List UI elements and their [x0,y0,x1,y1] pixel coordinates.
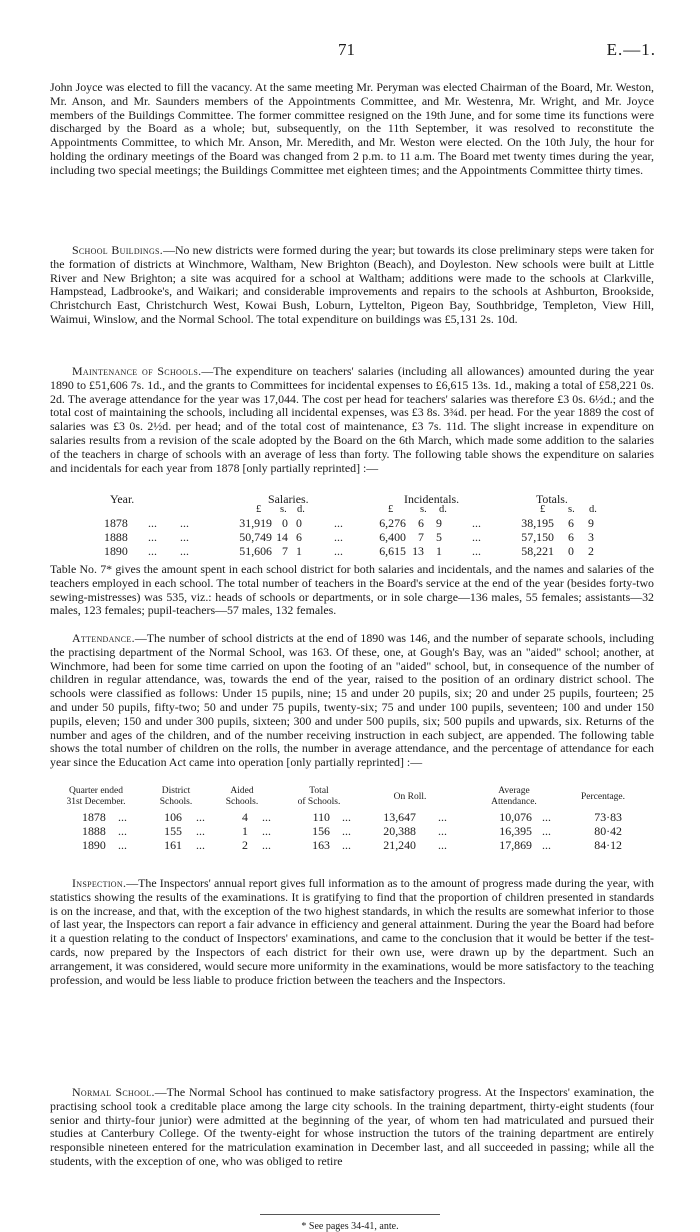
table-cell-salary-pounds: 31,919 [239,516,272,530]
table-cell-salary-pence: 1 [296,544,302,558]
col-header-total: of Schools. [297,797,341,807]
table-cell-year: 1890 [82,838,106,852]
leader-dots: ... [118,824,127,838]
col-header-average: Attendance. [491,797,537,807]
leader-dots: ... [180,544,189,558]
table-cell-incidental-pence: 1 [436,544,442,558]
table-cell-average: 17,869 [499,838,532,852]
heading-maintenance: Maintenance of Schools. [72,364,202,378]
table-cell-total: 110 [312,810,330,824]
text-attendance: —The number of school districts at the end of 1890 was 146, and the number of separate schools, including the practising department of the Normal School, was 163. Of these, one, at Gough's Bay, was an "aided" school; another, at Winchmore, had been for some time carried on upon the footing of an "aided" school, but, in consequence of the number of children in regular attendance, was, towards the end of the year, raised to the position of an ordinary district school. The schools were classified as follows: Under 15 pupils, nine; 15 and under 20 pupils, six; 20 and under 25 pupils, fourteen; 25 and under 50 pupils, fifty-two; 50 and under 75 pupils, twenty-six; 75 and under 100 pupils, seventeen; 100 and under 150 pupils, eleven; 150 and under 300 pupils, sixteen; 300 and under 500 pupils, six; 500 pupils and upwards, six. Returns of the number and ages of the children, and of the number receiving instruction in each subject, are appended. The following table shows the total number of children on the rolls, the number in average attendance, and the percentage of attendance for each year since the Education Act came into operation [only partially reprinted] :— [50,631,654,770]
heading-inspection: Inspection. [72,876,127,890]
unit-pound: £ [256,504,262,515]
leader-dots: ... [196,810,205,824]
leader-dots: ... [472,544,481,558]
leader-dots: ... [342,824,351,838]
table-cell-percentage: 84·12 [594,838,622,852]
col-header-district: District [161,786,191,796]
leader-dots: ... [196,838,205,852]
leader-dots: ... [262,838,271,852]
unit-s: s. [568,504,575,515]
table-cell-total-pence: 3 [588,530,594,544]
leader-dots: ... [438,810,447,824]
leader-dots: ... [342,838,351,852]
table-cell-year: 1890 [104,544,128,558]
heading-school-buildings: School Buildings. [72,243,164,257]
table-cell-salary-pounds: 51,606 [239,544,272,558]
attendance-table [0,786,700,861]
unit-d: d. [439,504,447,515]
col-header-total: Total [309,786,329,796]
table-cell-total-pounds: 58,221 [521,544,554,558]
paragraph-table-no-7: Table No. 7* gives the amount spent in each school district for both salaries and incidentals, and the names and salaries of the teachers employed in each school. The total number of teachers in the Board's service at the end of the year (besides forty-two sewing-mistresses) was 535, viz.: heads of schools or departments, or in sole charge—136 males, 55 females; assistants—32 males, 123 females; pupil-teachers—57 males, 132 females. [50,562,654,618]
table-cell-total-shillings: 6 [568,516,574,530]
text-inspection: —The Inspectors' annual report gives full information as to the amount of progress made during the year, with statistics showing the results of the examinations. It is gratifying to find that the proportion of children presented in standards is on the increase, and that, with the exception of the two highest standards, in which the results are somewhat inferior to those of last year, the Inspectors can report a fair advance in efficiency and general attainment. During the year the Board had before it a question relating to the conduct of Inspectors' examinations, and came to the conclusion that it would be better if the test-cards, now prepared by the Inspectors of each district for their own use, were drawn up by the department. Such an arrangement, it was considered, would secure more uniformity in the examinations, would be more satisfactory to the teaching profession, and would be less liable to produce friction between the teachers and the Inspectors. [50,876,654,987]
table-cell-year: 1878 [104,516,128,530]
table-cell-percentage: 80·42 [594,824,622,838]
table-cell-percentage: 73·83 [594,810,622,824]
page-header [0,40,700,64]
table-cell-total-shillings: 0 [568,544,574,558]
paragraph-normal-school [50,1086,654,1169]
paragraph-school-buildings [50,244,654,327]
table-cell-incidental-shillings: 6 [418,516,424,530]
col-header-district: Schools. [159,797,193,807]
footnote: * See pages 34-41, ante. [301,1221,399,1232]
table-cell-district: 155 [164,824,182,838]
paragraph-intro: John Joyce was elected to fill the vacancy. At the same meeting Mr. Peryman was elected Chairman of the Board, Mr. Weston, Mr. Anson, and Mr. Saunders members of the Appointments Committee, and Mr. Westenra, Mr. Wright, and Mr. Joyce members of the Buildings Committee. The former committee resigned on the 19th June, and for some time its functions were discharged by the Board as a whole; but, subsequently, on the 11th September, it was resolved to reconstitute the Appointments Committee, to which Mr. Anson, Mr. Meredith, and Mr. Weston were elected. On the 10th July, the hour for holding the ordinary meetings of the Board was changed from 2 p.m. to 11 a.m. The Board met twenty times during the year, including two special meetings; the Buildings Committee met eighteen times; and the Appointments Committee thirty times. [50,80,654,177]
unit-d: d. [589,504,597,515]
text-school-buildings: —No new districts were formed during the year; but towards its close preliminary steps were taken for the formation of districts at Winchmore, Waltham, New Brighton (Beach), and Doyleston. New schools were built at Little River and New Brighton; a site was acquired for a school at Waltham; additions were made to the schools at Clarkville, Hampstead, Ladbrooke's, and Waikari; and considerable improvements and repairs to the schools at Ashburton, Brookside, Christchurch East, Christchurch West, Kowai Bush, Loburn, Lyttelton, Pigeon Bay, Southbridge, Templeton, View Hill, Waimui, Winslow, and the Normal School. The total expenditure on buildings was £5,131 2s. 10d. [50,243,654,326]
table-cell-incidental-pence: 9 [436,516,442,530]
table-cell-aided: 4 [242,810,248,824]
leader-dots: ... [262,810,271,824]
leader-dots: ... [148,544,157,558]
table-cell-roll: 20,388 [383,824,416,838]
leader-dots: ... [118,810,127,824]
leader-dots: ... [148,530,157,544]
table-cell-average: 10,076 [499,810,532,824]
table-cell-year: 1888 [82,824,106,838]
leader-dots: ... [148,516,157,530]
col-header-year: Year. [110,492,135,506]
table-cell-year: 1888 [104,530,128,544]
paragraph-inspection [50,877,654,987]
col-header-aided: Schools. [225,797,259,807]
col-header-aided: Aided [230,786,254,796]
section-code: E.—1. [606,40,656,59]
paragraph-attendance [50,632,654,770]
heading-normal-school: Normal School. [72,1085,155,1099]
table-cell-district: 161 [164,838,182,852]
table-cell-salary-pence: 6 [296,530,302,544]
col-header-incidentals: Incidentals. [404,492,460,506]
text-maintenance: —The expenditure on teachers' salaries (including all allowances) amounted during the year 1890 to £51,606 7s. 1d., and the grants to Committees for incidental expenses to £6,615 13s. 1d., making a total of £58,221 0s. 2d. The average attendance for the year was 17,044. The cost per head for teachers' salaries was therefore £3 0s. 6½d.; and the total cost of maintaining the schools, including all incidental expenses, was £3 8s. 3¾d. per head. For the year 1889 the cost of salaries was £3 0s. 2½d. per head; and of the total cost of maintenance, £3 7s. 11d. The slight increase in expenditure on salaries results from a revision of the scale adopted by the Board on the 6th March, which made some addition to the salaries of the teachers in charge of schools with an average of less than forty. The following table shows the expenditure on salaries and incidentals for each year from 1878 [only partially reprinted] :— [50,364,654,475]
table-cell-incidental-shillings: 7 [418,530,424,544]
col-header-salaries: Salaries. [268,492,309,506]
leader-dots: ... [118,838,127,852]
leader-dots: ... [542,824,551,838]
leader-dots: ... [334,544,343,558]
page-number: 71 [338,40,355,59]
leader-dots: ... [542,838,551,852]
table-cell-year: 1878 [82,810,106,824]
table-cell-salary-pounds: 50,749 [239,530,272,544]
table-cell-average: 16,395 [499,824,532,838]
table-cell-total: 156 [312,824,330,838]
table-cell-total-pence: 2 [588,544,594,558]
table-cell-salary-shillings: 14 [276,530,288,544]
leader-dots: ... [438,838,447,852]
leader-dots: ... [542,810,551,824]
unit-d: d. [297,504,305,515]
unit-pound: £ [540,504,546,515]
footnote-rule [260,1214,440,1215]
heading-attendance: Attendance. [72,631,135,645]
table-cell-salary-shillings: 7 [282,544,288,558]
leader-dots: ... [334,516,343,530]
col-header-totals: Totals. [536,492,568,506]
table-cell-roll: 21,240 [383,838,416,852]
unit-s: s. [420,504,427,515]
col-header-average: Average [498,786,530,796]
expenditure-table [0,492,700,562]
table-cell-incidental-pence: 5 [436,530,442,544]
table-cell-incidental-shillings: 13 [412,544,424,558]
table-cell-roll: 13,647 [383,810,416,824]
leader-dots: ... [196,824,205,838]
col-header-roll: On Roll. [393,792,427,802]
table-cell-total-pence: 9 [588,516,594,530]
table-cell-aided: 1 [242,824,248,838]
table-cell-total-shillings: 6 [568,530,574,544]
table-cell-aided: 2 [242,838,248,852]
table-cell-incidental-pounds: 6,276 [379,516,406,530]
leader-dots: ... [180,516,189,530]
col-header-quarter: Quarter ended [68,786,124,796]
table-cell-district: 106 [164,810,182,824]
leader-dots: ... [262,824,271,838]
col-header-quarter: 31st December. [66,797,126,807]
table-cell-salary-shillings: 0 [282,516,288,530]
unit-s: s. [280,504,287,515]
leader-dots: ... [472,516,481,530]
table-cell-salary-pence: 0 [296,516,302,530]
table-cell-incidental-pounds: 6,615 [379,544,406,558]
table-cell-incidental-pounds: 6,400 [379,530,406,544]
unit-pound: £ [388,504,394,515]
leader-dots: ... [438,824,447,838]
text-normal-school: —The Normal School has continued to make satisfactory progress. At the Inspectors' examination, the practising school took a creditable place among the large city schools. In the training department, thirty-eight students (four senior and thirty-four junior) were admitted at the beginning of the year, of whom ten had matriculated and pursued their studies at Canterbury College. Of the twenty-eight for whose instruction the tutors of the training department are entirely responsible nineteen entered for the matriculation examination in December last, and all succeeded in passing; while all the students, with the exception of one, who was obliged to retire [50,1085,654,1168]
table-cell-total-pounds: 57,150 [521,530,554,544]
leader-dots: ... [472,530,481,544]
table-cell-total: 163 [312,838,330,852]
leader-dots: ... [342,810,351,824]
table-cell-total-pounds: 38,195 [521,516,554,530]
leader-dots: ... [334,530,343,544]
paragraph-maintenance [50,365,654,475]
leader-dots: ... [180,530,189,544]
col-header-percentage: Percentage. [580,792,626,802]
